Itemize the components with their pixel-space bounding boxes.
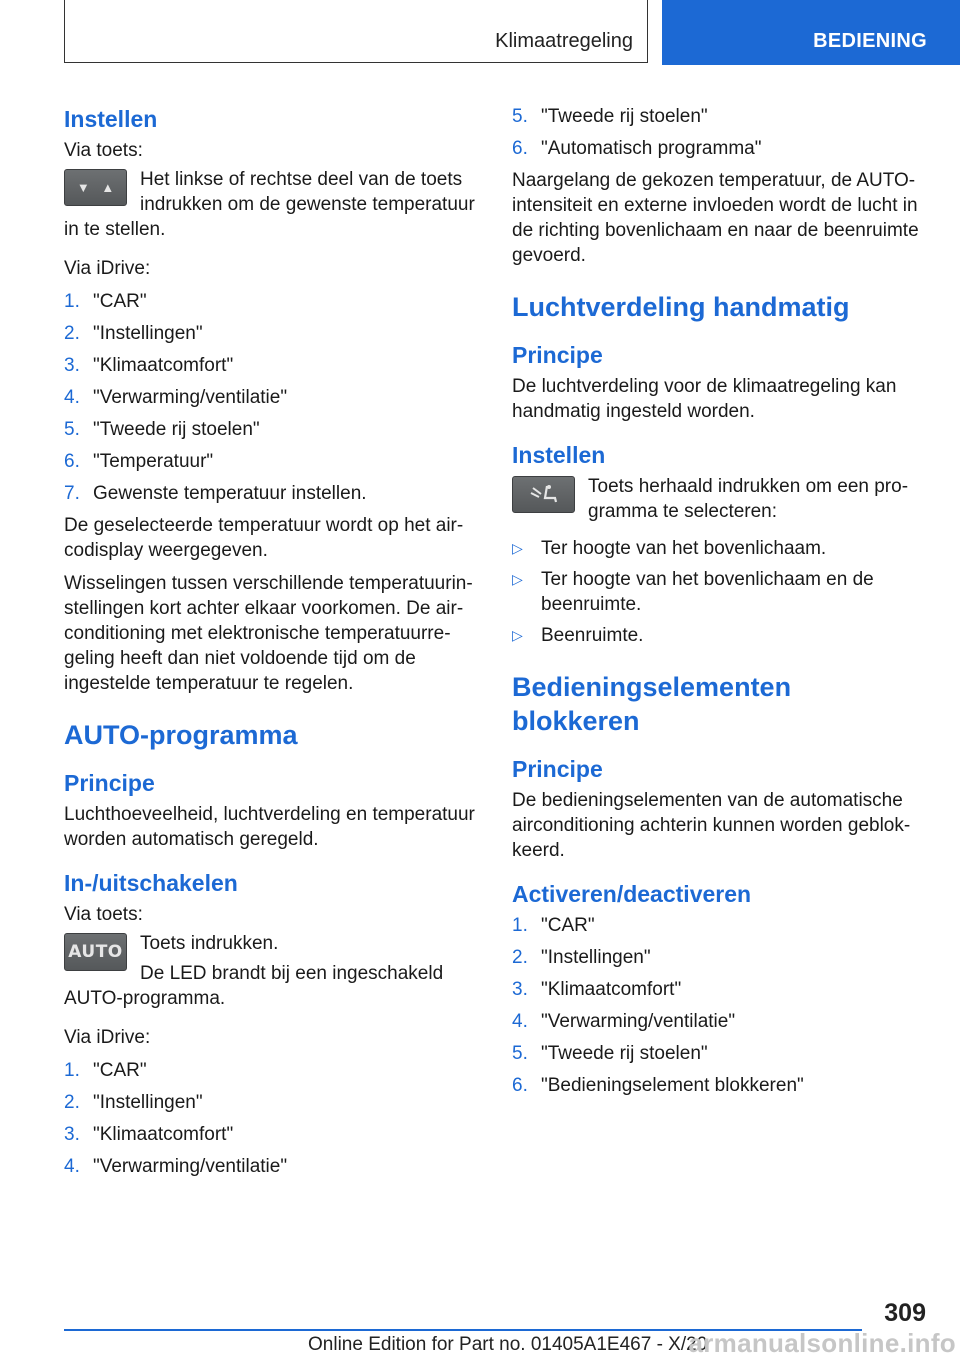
page-number: 309: [884, 1299, 926, 1327]
via-button-label: Via toets:: [64, 904, 143, 925]
arrow-down-icon: ▼: [76, 180, 90, 195]
heading-instellen: Instellen: [64, 106, 158, 132]
list-item: 4. "Verwarming/ventilatie": [512, 1011, 736, 1032]
list-item: 6. "Automatisch programma": [512, 138, 762, 159]
list-item: 3. "Klimaatcomfort": [512, 979, 682, 1000]
airflow-button-desc: Toets herhaald indrukken om een programma te selecteren:: [588, 476, 909, 522]
airflow-options: [512, 536, 924, 648]
auto-button-icon: AUTO: [64, 933, 127, 971]
auto-principe-text: Luchthoeveelheid, luchtverdeling en temperatuur worden automatisch geregeld.: [64, 804, 475, 850]
list-item: ▷ Ter hoogte van het bovenlichaam.: [512, 538, 827, 559]
list-item: 1. "CAR": [512, 915, 595, 936]
heading-in-uitschakelen: In-/uitschakelen: [64, 870, 238, 896]
auto-press-text: Toets indrukken.: [140, 933, 279, 954]
temperature-button-icon: [64, 169, 127, 206]
auto-button-row: [64, 931, 484, 1011]
list-item: 3. "Klimaatcomfort": [64, 1124, 234, 1145]
triangle-bullet-icon: ▷: [512, 571, 523, 587]
blok-principe-text: De bedieningselementen van de automatische airconditioning achterin kunnen worden geblokkeerd.: [512, 790, 911, 861]
via-idrive-label: Via iDrive:: [64, 258, 151, 279]
instellen-steps: [64, 289, 484, 506]
list-item: 4. "Verwarming/ventilatie": [64, 387, 288, 408]
triangle-bullet-icon: ▷: [512, 540, 523, 556]
airflow-button-row: [512, 474, 924, 524]
list-item: 5. "Tweede rij stoelen": [512, 1043, 708, 1064]
auto-steps: [64, 1058, 484, 1179]
arrow-up-icon: ▲: [101, 180, 115, 195]
heading-instellen: Instellen: [512, 442, 606, 468]
temp-button-row: [64, 167, 484, 242]
lucht-principe-text: De luchtverdeling voor de klimaatregeling kan handmatig ingesteld worden.: [512, 376, 897, 422]
aircodisplay-paragraph: De geselecteerde temperatuur wordt op het aircodisplay weergegeven.: [64, 515, 464, 561]
list-item: 7. Gewenste temperatuur instellen.: [64, 483, 367, 504]
edition-text: Online Edition for Part no. 01405A1E467 - X/20: [308, 1334, 708, 1355]
heading-activeren-deactiveren: Activeren/deactiveren: [512, 881, 752, 907]
list-item: 2. "Instellingen": [512, 947, 651, 968]
heading-luchtverdeling: Luchtverdeling handmatig: [512, 292, 850, 322]
right-column: [512, 100, 924, 1105]
air-distribution-button-icon: [512, 476, 575, 513]
temp-button-desc: Het linkse of rechtse deel van de toets indrukken om de gewenste temperatuur in te stellen.: [64, 169, 475, 240]
heading-principe: Principe: [512, 342, 603, 368]
header-section-box: [64, 0, 648, 63]
section-title: Klimaatregeling: [495, 30, 633, 52]
left-column: [64, 100, 484, 1186]
triangle-bullet-icon: ▷: [512, 627, 523, 643]
chapter-tab[interactable]: [662, 0, 960, 65]
chapter-tab-label: BEDIENING: [813, 30, 927, 52]
watermark: armanualsonline.info: [688, 1328, 956, 1358]
list-item: 2. "Instellingen": [64, 323, 203, 344]
list-item: ▷ Ter hoogte van het bovenlichaam en de beenruimte.: [512, 569, 874, 615]
list-item: ▷ Beenruimte.: [512, 625, 644, 646]
list-item: 5. "Tweede rij stoelen": [512, 106, 708, 127]
list-item: 1. "CAR": [64, 1060, 147, 1081]
list-item: 6. "Bedieningselement blokkeren": [512, 1075, 804, 1096]
via-idrive-label: Via iDrive:: [64, 1027, 151, 1048]
heading-bedieningselementen-blokkeren: Bedieningselementen blokkeren: [512, 672, 792, 736]
heading-auto-programma: AUTO-programma: [64, 720, 298, 750]
list-item: 1. "CAR": [64, 291, 147, 312]
heading-principe: Principe: [512, 756, 603, 782]
list-item: 5. "Tweede rij stoelen": [64, 419, 260, 440]
blok-steps: [512, 913, 924, 1098]
auto-intensity-paragraph: Naargelang de gekozen temperatuur, de AUTO-intensiteit en externe invloeden wordt de lucht in de richting bovenlichaam en naar de beenruimte gevoerd.: [512, 170, 919, 266]
list-item: 2. "Instellingen": [64, 1092, 203, 1113]
list-item: 6. "Temperatuur": [64, 451, 214, 472]
auto-steps-continued: [512, 104, 924, 161]
heading-principe: Principe: [64, 770, 155, 796]
via-button-label: Via toets:: [64, 140, 143, 161]
list-item: 4. "Verwarming/ventilatie": [64, 1156, 288, 1177]
wisselingen-paragraph: Wisselingen tussen verschillende temperatuurinstellingen kort achter elkaar voorkomen. De airconditioning met elektronische temperatuurregeling heeft dan niet voldoende tijd om de ingestelde temperatuur te regelen.: [64, 573, 473, 694]
list-item: 3. "Klimaatcomfort": [64, 355, 234, 376]
auto-led-text: De LED brandt bij een ingeschakeld AUTO-programma.: [64, 963, 444, 1009]
seat-airflow-icon: [529, 484, 559, 506]
